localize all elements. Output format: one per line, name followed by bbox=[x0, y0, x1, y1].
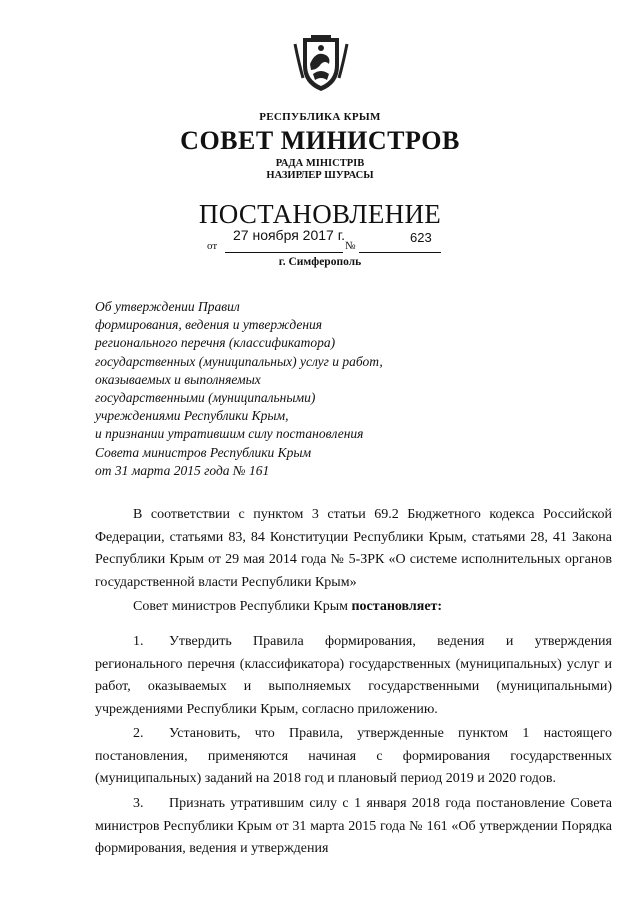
council-name-ukrainian: РАДА МІНІСТРІВ bbox=[275, 158, 365, 169]
number-underline bbox=[359, 252, 441, 253]
date-underline bbox=[225, 252, 343, 253]
title-line: оказываемых и выполняемых bbox=[95, 371, 261, 387]
preamble-text: В соответствии с пунктом 3 статьи 69.2 Бюджетного кодекса Российской Федерации, статьями 83, 84 Конституции Республики Крым, статьями 28, 41 Закона Республики Крым от 29 мая 2014 года № 5-ЗРК «О системе исполнительных органов государственной власти Республики Крым» bbox=[95, 507, 612, 590]
title-line: государственных (муниципальных) услуг и работ, bbox=[95, 353, 383, 369]
title-line: регионального перечня (классификатора) bbox=[95, 335, 336, 351]
handwritten-number: 623 bbox=[410, 230, 432, 245]
item-text: Признать утратившим силу с 1 января 2018 года постановление Совета министров Республики Крым от 31 марта 2015 года № 161 «Об утверждении Порядка формирования, ведения и утверждения bbox=[95, 796, 612, 856]
item-1 bbox=[95, 631, 612, 721]
city: г. Симферополь bbox=[278, 256, 362, 268]
resolve-paragraph bbox=[95, 596, 612, 619]
item-2 bbox=[95, 723, 612, 791]
from-label: от bbox=[207, 240, 218, 252]
item-number: 2. bbox=[133, 726, 144, 741]
republic-name: РЕСПУБЛИКА КРЫМ bbox=[259, 111, 381, 123]
preamble-paragraph bbox=[95, 504, 612, 594]
item-3 bbox=[95, 793, 612, 861]
title-line: и признании утратившим силу постановления bbox=[95, 426, 364, 442]
document-type: ПОСТАНОВЛЕНИЕ bbox=[198, 199, 442, 229]
title-line: учреждениями Республики Крым, bbox=[95, 408, 289, 424]
title-line: Совета министров Республики Крым bbox=[95, 444, 312, 460]
handwritten-date: 27 ноября 2017 г. bbox=[233, 227, 345, 243]
resolve-text: Совет министров Республики Крым bbox=[133, 599, 352, 614]
council-name: СОВЕТ МИНИСТРОВ bbox=[180, 126, 460, 155]
title-line: Об утверждении Правил bbox=[95, 299, 240, 314]
number-label: № bbox=[345, 240, 356, 252]
crimea-coat-of-arms-icon bbox=[291, 34, 351, 94]
title-line: государственными (муниципальными) bbox=[95, 390, 316, 406]
item-number: 1. bbox=[133, 634, 144, 649]
title-line: формирования, ведения и утверждения bbox=[95, 317, 323, 333]
document-title bbox=[95, 298, 425, 480]
title-line: от 31 марта 2015 года № 161 bbox=[95, 462, 270, 478]
item-text: Утвердить Правила формирования, ведения и утверждения регионального перечня (классификатора) государственных (муниципальных) услуг и работ, оказываемых и выполняемых государственными (муниципальными) учреждениями Республики Крым, согласно приложению. bbox=[95, 634, 612, 717]
item-text: Установить, что Правила, утвержденные пунктом 1 настоящего постановления, применяются начиная с формирования государственных (муниципальных) заданий на 2018 год и плановый период 2019 и 2020 годов. bbox=[95, 726, 612, 786]
council-name-crimean-tatar: НАЗИРЛЕР ШУРАСЫ bbox=[266, 170, 374, 181]
item-number: 3. bbox=[133, 796, 144, 811]
resolve-keyword: постановляет: bbox=[351, 599, 443, 614]
